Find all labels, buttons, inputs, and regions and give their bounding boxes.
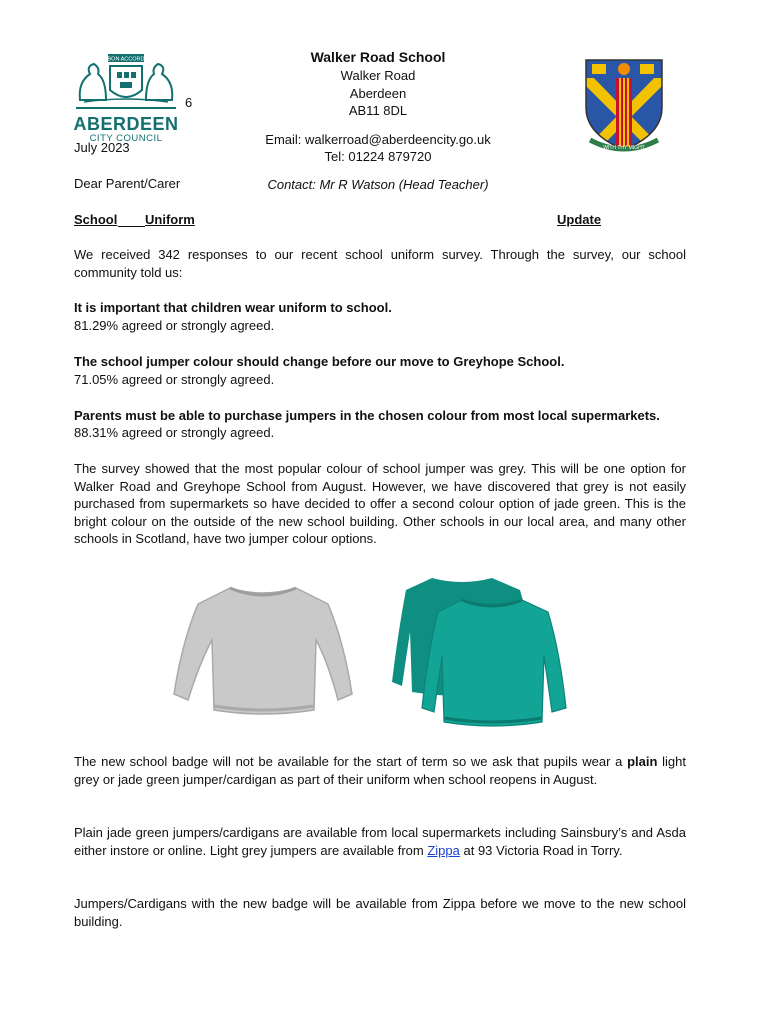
heading-underline-gap <box>118 226 145 227</box>
finding-2-statement: The school jumper colour should change before our move to Greyhope School. <box>74 354 565 369</box>
school-header <box>252 48 504 120</box>
jade-jumper-image <box>392 572 568 728</box>
aberdeen-city-council-crest-icon <box>70 52 182 112</box>
jade-jumper-icon <box>392 572 568 728</box>
finding-3-statement: Parents must be able to purchase jumpers in the chosen colour from most local supermarkets. <box>74 408 660 423</box>
page-marker: 6 <box>185 95 193 110</box>
survey-paragraph: The survey showed that the most popular colour of school jumper was grey. This will be one option for Walker Road and Greyhope School from August. However, we have discovered that grey is not easily purchased from supermarkets so have decided to offer a second colour option of jade green. This is the bright colour on the outside of the new school building. Other schools in our local area, and many other schools in Scotland, have two jumper colour options. <box>74 461 686 546</box>
badge-motto: WITH THY MIGHT <box>603 145 645 151</box>
council-name-line2: CITY COUNCIL <box>89 133 163 144</box>
heading-school: School <box>74 212 118 227</box>
buy-paragraph <box>74 824 686 859</box>
school-name: Walker Road School <box>310 49 446 65</box>
finding-3-result: 88.31% agreed or strongly agreed. <box>74 425 275 440</box>
school-badge-icon <box>582 56 666 156</box>
crest-banner-text: BON ACCORD <box>107 56 145 63</box>
council-name-line1: ABERDEEN <box>73 114 179 134</box>
heading-uniform: Uniform <box>145 212 195 227</box>
heading-update: Update <box>557 212 602 227</box>
school-email: Email: walkerroad@aberdeencity.go.uk <box>265 132 491 147</box>
badge-para-after: light grey or jade green jumper/cardigan as part of their uniform when school reopens in August. <box>74 754 686 787</box>
final-paragraph: Jumpers/Cardigans with the new badge will be available from Zippa before we move to the new school building. <box>74 896 686 929</box>
address-line-1: Walker Road <box>340 68 416 83</box>
address-line-2: Aberdeen <box>349 85 407 101</box>
buy-para-before: Plain jade green jumpers/cardigans are available from local supermarkets including Sainsbury’s and Asda either instore or online. Light grey jumpers are available from <box>74 825 686 858</box>
address-line-3: AB11 8DL <box>348 103 408 118</box>
salutation: Dear Parent/Carer <box>74 176 181 191</box>
finding-1-result: 81.29% agreed or strongly agreed. <box>74 318 275 333</box>
badge-para-before: The new school badge will not be available for the start of term so we ask that pupils wear a <box>74 754 628 769</box>
grey-jumper-image <box>168 582 358 716</box>
aberdeen-council-logo <box>70 52 182 144</box>
badge-paragraph <box>74 753 686 788</box>
finding-2-result: 71.05% agreed or strongly agreed. <box>74 372 275 387</box>
grey-jumper-icon <box>168 582 358 716</box>
badge-para-plain: plain <box>627 754 658 769</box>
finding-1-statement: It is important that children wear uniform to school. <box>74 300 392 315</box>
head-teacher-contact: Contact: Mr R Watson (Head Teacher) <box>267 177 489 192</box>
buy-para-after: at 93 Victoria Road in Torry. <box>459 842 623 858</box>
letter-date: July 2023 <box>74 140 130 155</box>
school-phone: Tel: 01224 879720 <box>324 149 432 164</box>
school-badge <box>582 56 666 156</box>
intro-paragraph: We received 342 responses to our recent school uniform survey. Through the survey, our school community told us: <box>74 247 686 280</box>
zippa-link[interactable]: Zippa <box>427 842 460 858</box>
